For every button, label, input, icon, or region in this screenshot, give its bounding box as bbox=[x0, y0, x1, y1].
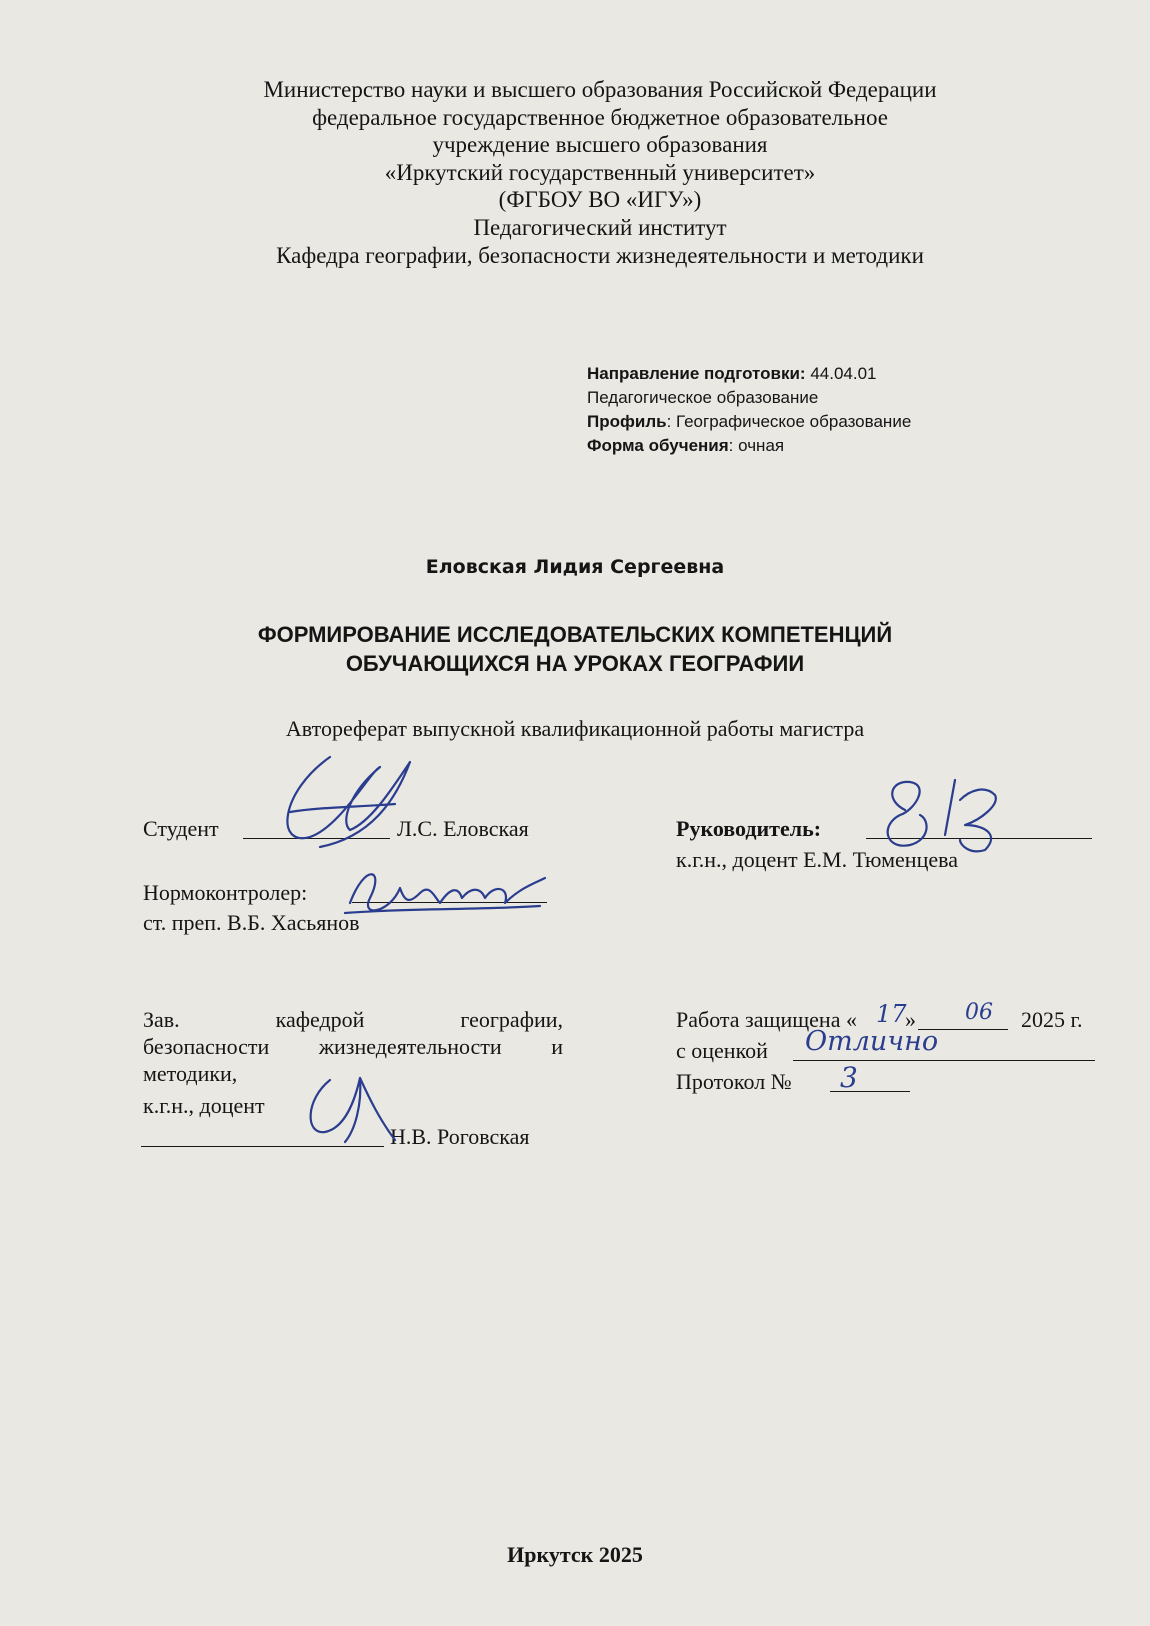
normcontrol-signature bbox=[340, 858, 550, 928]
head-signature bbox=[300, 1070, 410, 1150]
head-title-line-3: методики, bbox=[143, 1061, 238, 1086]
grade-label: с оценкой bbox=[676, 1038, 768, 1063]
grade-handwritten: Отлично bbox=[805, 1026, 939, 1057]
thesis-title-line-2: ОБУЧАЮЩИХСЯ НА УРОКАХ ГЕОГРАФИИ bbox=[345, 651, 805, 676]
direction-label: Направление подготовки: bbox=[587, 364, 806, 383]
student-signature bbox=[270, 752, 430, 862]
student-label: Студент bbox=[143, 816, 219, 841]
supervisor-name: к.г.н., доцент Е.М. Тюменцева bbox=[676, 847, 958, 872]
study-form-value: : очная bbox=[728, 436, 785, 455]
university-name: «Иркутский государственный университет» bbox=[384, 159, 816, 185]
institution-header bbox=[150, 76, 1050, 269]
supervisor-signature bbox=[860, 770, 1060, 860]
ministry-line: Министерство науки и высшего образования Российской Федерации bbox=[263, 77, 937, 102]
defense-day: 17 bbox=[876, 1000, 907, 1028]
thesis-title bbox=[0, 620, 1150, 678]
normcontrol-label: Нормоконтролер: bbox=[143, 880, 308, 905]
study-form-label: Форма обучения bbox=[587, 436, 729, 455]
profile-label: Профиль bbox=[587, 412, 667, 431]
direction-name: Педагогическое образование bbox=[587, 388, 819, 407]
supervisor-label: Руководитель: bbox=[676, 816, 822, 841]
protocol-label: Протокол № bbox=[676, 1069, 792, 1094]
head-name: Н.В. Роговская bbox=[390, 1124, 530, 1149]
direction-code: 44.04.01 bbox=[810, 364, 877, 383]
thesis-title-line-1: ФОРМИРОВАНИЕ ИССЛЕДОВАТЕЛЬСКИХ КОМПЕТЕНЦИЙ bbox=[257, 622, 893, 647]
institute-name: Педагогический институт bbox=[473, 214, 727, 240]
city-year: Иркутск 2025 bbox=[507, 1542, 643, 1567]
normcontrol-name: ст. преп. В.Б. Хасьянов bbox=[143, 910, 360, 935]
student-name: Л.С. Еловская bbox=[397, 816, 529, 841]
author-name: Еловская Лидия Сергеевна bbox=[425, 556, 725, 578]
department-name: Кафедра географии, безопасности жизнедеятельности и методики bbox=[276, 242, 924, 268]
head-title-line-1: Зав. кафедрой географии, bbox=[143, 1007, 563, 1032]
university-abbreviation: (ФГБОУ ВО «ИГУ») bbox=[498, 187, 702, 213]
protocol-number: 3 bbox=[840, 1061, 858, 1094]
defense-year: 2025 г. bbox=[1021, 1007, 1083, 1032]
institution-type-line-2: учреждение высшего образования bbox=[432, 132, 768, 158]
defense-month: 06 bbox=[965, 1000, 993, 1025]
document-type: Автореферат выпускной квалификационной работы магистра bbox=[285, 716, 865, 741]
defense-date-mid: » bbox=[905, 1007, 916, 1032]
defense-date-prefix: Работа защищена « bbox=[676, 1007, 857, 1032]
profile-value: : Географическое образование bbox=[666, 412, 912, 431]
institution-type-line: федеральное государственное бюджетное образовательное bbox=[312, 104, 888, 130]
head-title-line-4: к.г.н., доцент bbox=[143, 1093, 265, 1118]
head-title-line-2: безопасности жизнедеятельности и bbox=[143, 1034, 563, 1059]
program-info bbox=[587, 362, 911, 458]
